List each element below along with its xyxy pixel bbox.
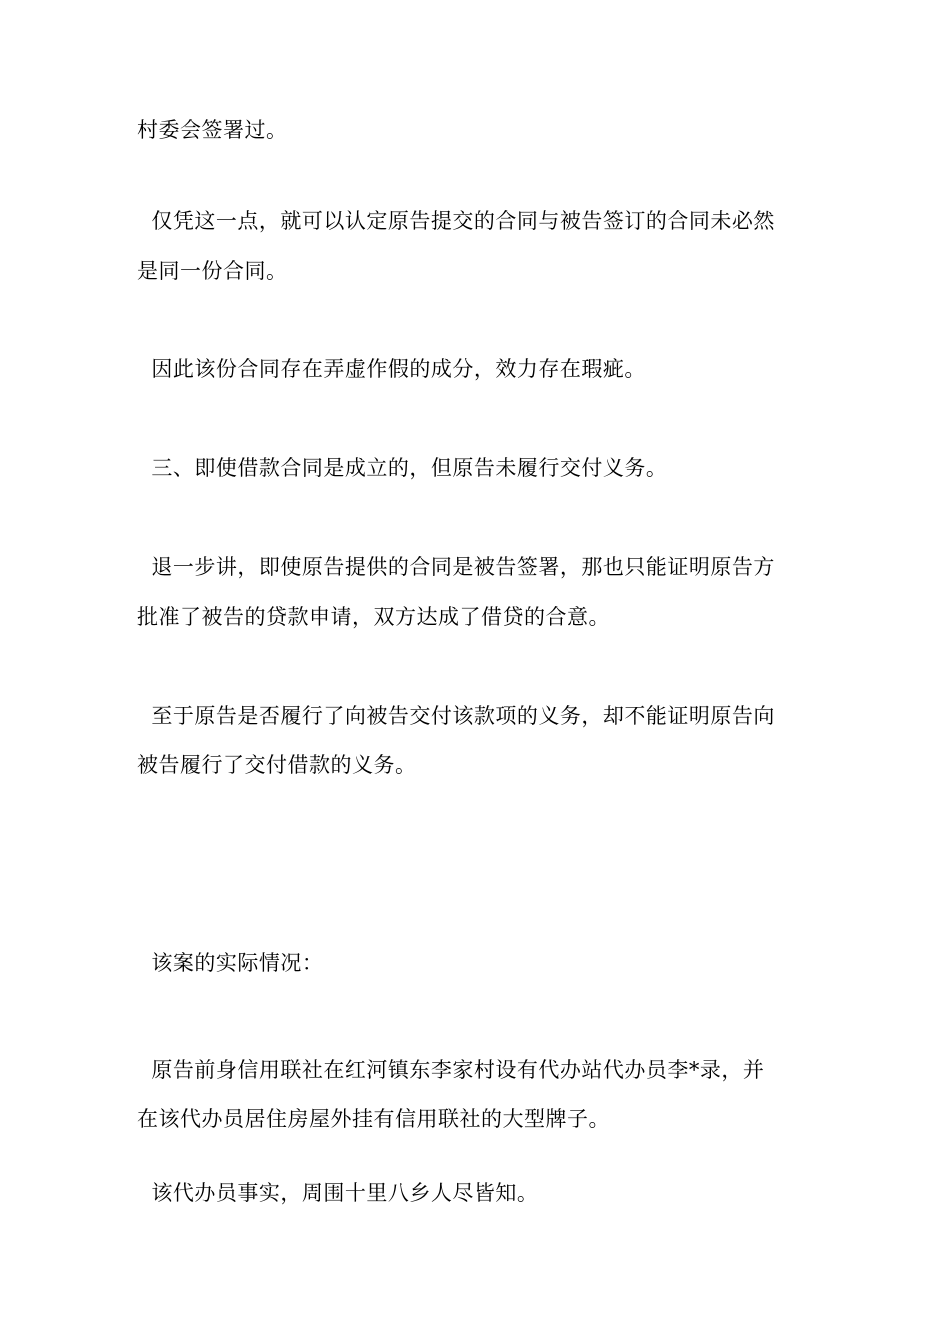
text-line: 批准了被告的贷款申请，双方达成了借贷的合意。 [137, 605, 610, 629]
paragraph-line: 退一步讲，即使原告提供的合同是被告签署，那也只能证明原告方 [137, 555, 775, 579]
paragraph-line: 该代办员事实，周围十里八乡人尽皆知。 [137, 1181, 539, 1205]
section-heading: 三、即使借款合同是成立的，但原告未履行交付义务。 [137, 456, 668, 480]
subheading: 该案的实际情况： [137, 951, 324, 975]
text-line: 村委会签署过。 [137, 118, 288, 142]
paragraph-line: 因此该份合同存在弄虚作假的成分，效力存在瑕疵。 [137, 357, 646, 381]
text-line: 在该代办员居住房屋外挂有信用联社的大型牌子。 [137, 1107, 610, 1131]
text-line: 被告履行了交付借款的义务。 [137, 753, 417, 777]
paragraph-line: 仅凭这一点，就可以认定原告提交的合同与被告签订的合同未必然 [137, 209, 775, 233]
paragraph-line: 原告前身信用联社在红河镇东李家村设有代办站代办员李*录，并 [137, 1058, 765, 1082]
text-line: 是同一份合同。 [137, 259, 288, 283]
paragraph-line: 至于原告是否履行了向被告交付该款项的义务，却不能证明原告向 [137, 704, 775, 728]
